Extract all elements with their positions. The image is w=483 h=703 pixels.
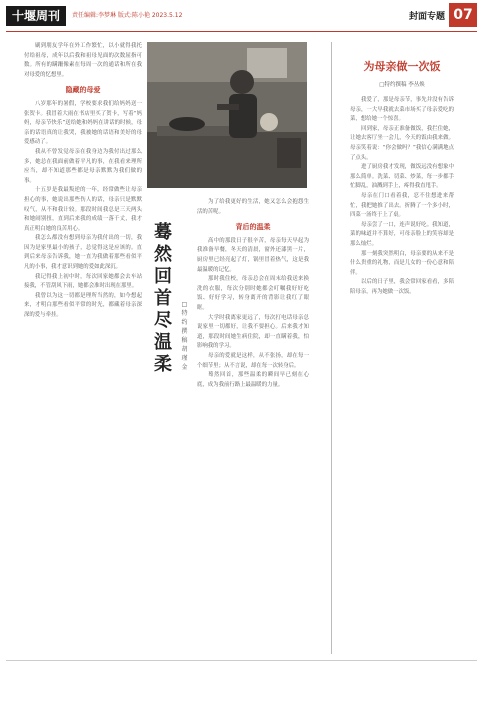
intro-paragraph: 刷到朋友学年在外工作繁忙，以小就得我托付给祖母，成年以后我和祖母见面的次数屈指可数。所有的蹒跚像素在每周一次的通话和所在我对母爱的忆想里。 [24,43,142,78]
body-paragraph: 进了厨房我才发现，做饭远没有想象中那么简单。洗菜、切菜、炒菜，每一步都手忙脚乱，油溅到手上，疼得我直甩手。 [350,164,454,190]
body-paragraph: 蓦然回首，那些温柔的瞬间早已刻在心底，成为我前行路上最温暖的力量。 [197,372,309,388]
body-paragraph: 大学时我离家更远了，每次打电话母亲总说家里一切都好，让我不要担心。后来我才知道，那段时间她生病住院，却一直瞒着我，怕影响我的学习。 [197,314,309,350]
body-paragraph: 回到家，母亲正准备做饭，我拦住她，让她去客厅坐一会儿，今天的饭由我来做。母亲笑着说：“你会做吗？”我信心满满地点了点头。 [350,125,454,161]
body-paragraph: 以后的日子里，我会常回家看看，多陪陪母亲，再为她做一次饭。 [350,279,454,295]
body-paragraph: 母亲的爱就是这样，从不张扬，却在每一个细节里；从不言说，却在每一次转身后。 [197,352,309,369]
body-paragraph: 那一刻我突然明白，母亲要的从来不是什么贵重的礼物，而是儿女的一份心意和陪伴。 [350,250,454,276]
body-paragraph: 我怎么都没有想到母亲为我付出的一切，我因为是家里最小的孩子，总觉得这是应该的。直到后来母亲告诉我，她一直为我做着那些看似平凡的小事，我才意识到她的爱如此深沉。 [24,235,142,271]
middle-subhead: 背后的温柔 [235,223,271,232]
middle-article-byline: □特约撰稿 胡瑾金 [181,301,188,371]
body-paragraph: 高中的那段日子很辛苦，母亲每天早起为我准备早餐，冬天的清晨，窗外还漆黑一片，厨房里已经亮起了灯，锅里冒着热气，这是我最温暖的记忆。 [197,237,309,273]
left-article-column [24,42,142,692]
body-paragraph: 我从不曾发觉母亲在我身边为我付出过那么多，她总在我面前做着平凡的事，在我看来理所应当，却不知道那些都是母亲默默为我们做的事。 [24,148,142,184]
column-divider [331,42,332,654]
section-title: 封面专题 [408,12,445,22]
lead-paragraph: 为了给我更好的生活，她又怎么会抱怨生活的苦呢。 [197,199,309,215]
body-paragraph: 母亲在门口看着我，忍不住想进来帮忙，我把她推了出去。折腾了一个多小时，四菜一汤终于上了桌。 [350,192,454,219]
body-paragraph: 八岁那年的暑假，学校要求我们给妈妈送一张贺卡。我冒着大雨在书店里买了贺卡，写着“妈妈，母亲节快乐”送给她和妈妈在讲话的时候，母亲的话语真的让我哭，我被她的话语和美好的母爱感动了。 [24,100,142,146]
middle-article-headline: 蓦然回首尽温柔 [154,222,172,375]
editor-credits: 责任编辑:李梦琳 版式:陈小艳 2023.5.12 [72,12,183,19]
middle-article-column [197,198,309,650]
left-subhead: 隐藏的母爱 [65,86,101,95]
right-article-column [350,96,454,652]
footer-rule [6,660,477,661]
body-paragraph: 十五岁是我最叛逆的一年，经常做些让母亲担心的事，她说出那些伤人的话，母亲只是默默叹气，从不和我计较。那段时间我总是三天两头和她闹别扭，直到后来我的成绩一落千丈，我才真正明白她的良苦用心。 [24,187,142,232]
kitchen-photo-illustration [147,42,307,188]
body-paragraph: 那时我住校，母亲总会在周末给我送来换洗的衣服，每次分别时她都会叮嘱我好好吃饭、好好学习，转身离开的背影让我红了眼眶。 [197,276,309,311]
right-article-byline: □特约撰稿 李丛焕 [379,82,425,88]
body-paragraph: 我爱了，那是母亲节，事先并没有告诉母亲，一大早我就去菜市场买了母亲爱吃的菜，想给她一个惊喜。 [350,97,454,123]
right-article-headline: 为母亲做一次饭 [363,60,441,73]
body-paragraph: 我曾以为这一切都是理所当然的，如今想起来，才明白那些看似平常的时光，都藏着母亲深深的爱与牵挂。 [24,292,142,319]
article-photo [147,42,307,188]
page-number: 07 [449,3,477,27]
newspaper-name: 十堰周刊 [6,6,66,26]
body-paragraph: 母亲尝了一口，连声说好吃。我知道，菜的味道并不算好，可母亲脸上的笑容却是那么灿烂。 [350,221,454,247]
header-rule [6,31,477,32]
page-header [0,0,483,32]
body-paragraph: 我记得我上初中时，每次回家她都会去车站接我，不管刮风下雨，她都会准时出现在那里。 [24,273,142,290]
